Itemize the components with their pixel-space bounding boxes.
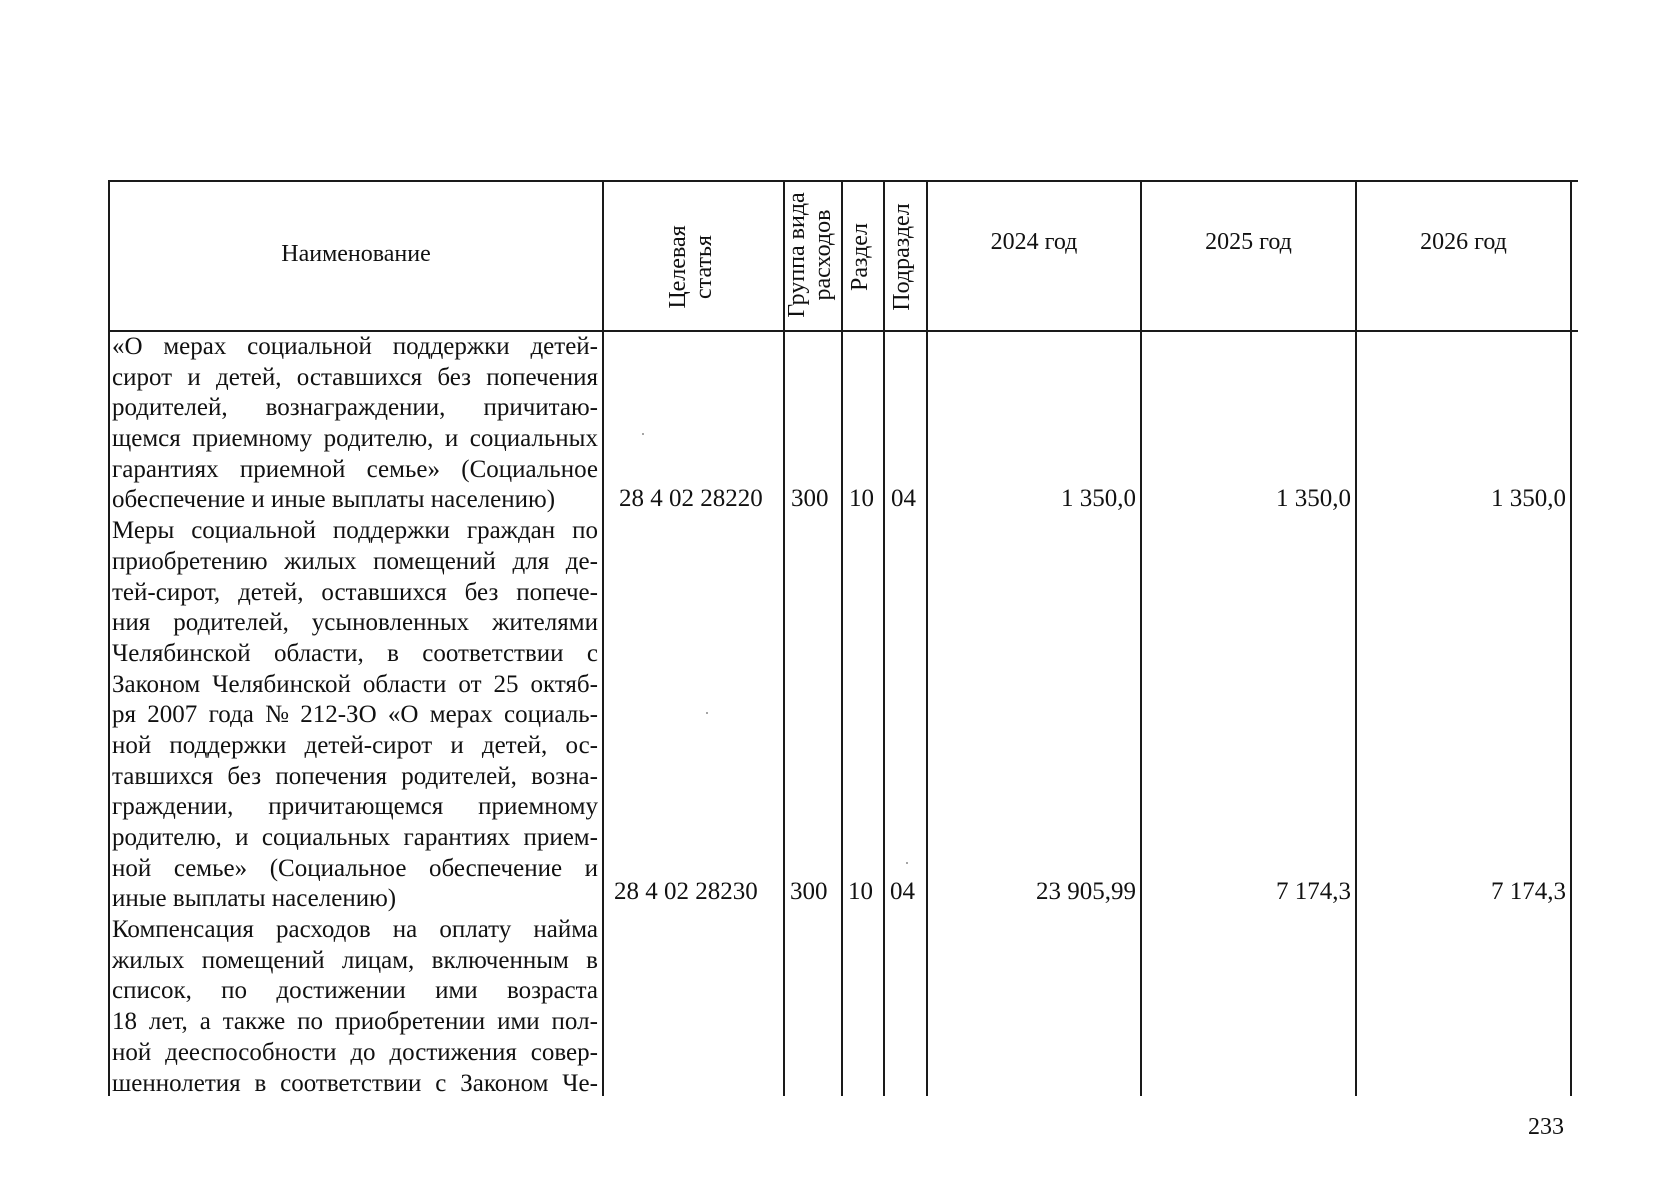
description-line: [112, 547, 598, 578]
description-word: помещений: [373, 547, 496, 575]
description-word: де-: [565, 547, 598, 575]
row2-subsection: 04: [890, 878, 915, 905]
description-line: [112, 363, 598, 394]
description-line: [112, 424, 598, 455]
description-word: соответствии: [280, 1069, 422, 1097]
description-line: [112, 946, 598, 977]
description-word: приобретению: [112, 547, 268, 575]
col-border-name: [602, 180, 604, 1096]
description-line: [112, 516, 598, 547]
description-line: [112, 854, 598, 885]
description-word: приемному: [478, 793, 598, 821]
description-word: Законом: [460, 1069, 549, 1097]
scan-speck: [706, 712, 708, 714]
description-word: социальных: [261, 824, 391, 851]
description-word: социальной: [191, 517, 317, 545]
description-line: [112, 332, 598, 363]
col-border-left: [108, 180, 110, 1096]
description-word: ря: [112, 701, 136, 729]
description-word: лицам,: [341, 946, 415, 974]
row2-section: 10: [848, 878, 873, 905]
description-word: года: [208, 701, 254, 729]
description-word: граждении,: [112, 793, 234, 821]
description-word: мерах: [429, 701, 493, 729]
description-word: лет,: [148, 1008, 188, 1036]
description-word: 18: [112, 1008, 137, 1036]
row2-2025: 7 174,3: [1276, 878, 1351, 905]
col-border-subsection: [926, 180, 928, 1096]
description-word: области,: [273, 639, 364, 667]
description-line: [112, 608, 598, 639]
description-word: социальной: [247, 333, 372, 360]
row2-target: 28 4 02 28230: [614, 878, 758, 905]
description-word: жилых: [284, 547, 357, 575]
description-word: Челябинской: [212, 670, 351, 698]
description-line: [112, 700, 598, 731]
description-word: ими: [435, 977, 478, 1005]
description-word: совер-: [530, 1038, 598, 1066]
description-word: достижения: [389, 1038, 517, 1066]
description-line: [112, 915, 598, 946]
description-line: [112, 1069, 598, 1100]
description-word: с: [435, 1069, 447, 1097]
description-word: детей-: [530, 333, 598, 360]
description-word: ной: [112, 1038, 152, 1066]
row1-2024: 1 350,0: [1061, 485, 1136, 512]
description-word: расходов: [275, 916, 371, 944]
description-word: приемному: [192, 425, 313, 453]
description-word: обеспечение и иные выплаты населению): [112, 486, 556, 514]
description-word: 25: [493, 670, 519, 698]
description-word: Законом: [112, 670, 201, 698]
description-word: граждан: [466, 517, 556, 545]
row1-group: 300: [791, 485, 829, 512]
description-word: оставшихся: [321, 578, 447, 606]
description-line: [112, 455, 598, 486]
description-word: также: [222, 1008, 286, 1036]
description-word: найма: [533, 916, 598, 944]
description-word: на: [392, 916, 418, 944]
description-word: попечения: [275, 762, 388, 790]
description-word: соответствии: [422, 639, 564, 667]
description-line: [112, 823, 598, 854]
header-subsection: Подраздел: [889, 203, 915, 311]
header-2025: 2025 год: [1205, 229, 1292, 255]
description-word: причитаю-: [483, 394, 598, 422]
description-word: вознаграждении,: [265, 394, 446, 422]
row2-group: 300: [790, 878, 828, 905]
description-word: «О: [112, 333, 143, 360]
description-word: ной: [112, 731, 152, 759]
header-2026: 2026 год: [1420, 229, 1507, 255]
description-word: прием-: [523, 824, 598, 851]
description-word: помещений: [201, 946, 325, 974]
description-word: родителей,: [401, 762, 517, 790]
description-word: сирот: [112, 363, 173, 391]
description-line: [112, 762, 598, 793]
description-word: родителей,: [173, 609, 289, 637]
description-word: жилых: [112, 946, 185, 974]
description-word: (Социальное: [269, 854, 407, 882]
description-word: по: [221, 977, 248, 1005]
description-word: и: [584, 854, 598, 882]
description-line: [112, 485, 598, 516]
col-border-right: [1570, 180, 1572, 1096]
description-line: [112, 792, 598, 823]
description-word: №: [265, 701, 289, 729]
description-line: [112, 639, 598, 670]
header-2024: 2024 год: [990, 229, 1078, 255]
description-word: с: [586, 639, 598, 667]
header-section: Раздел: [847, 223, 873, 291]
header-target-article: [665, 192, 721, 342]
description-word: Меры: [112, 517, 175, 545]
header-expense-group-line1: Группа вида: [784, 192, 810, 318]
description-word: и: [187, 363, 201, 391]
description-word: без: [437, 363, 472, 391]
description-word: семье»: [366, 455, 440, 483]
description-word: дееспособности: [165, 1038, 337, 1066]
description-word: пол-: [551, 1008, 598, 1036]
description-line: [112, 731, 598, 762]
description-word: и: [235, 824, 249, 851]
description-word: детей,: [216, 363, 282, 391]
description-word: без: [227, 762, 262, 790]
description-column: [112, 332, 598, 1099]
description-line: [112, 670, 598, 701]
header-target-article-line2: статья: [691, 235, 717, 299]
description-word: до: [350, 1038, 376, 1066]
col-border-group: [841, 180, 843, 1096]
description-word: семье»: [173, 854, 248, 882]
description-word: для: [512, 547, 550, 575]
description-word: попече-: [516, 578, 598, 606]
col-border-2024: [1140, 180, 1142, 1096]
scan-speck: [642, 433, 644, 435]
description-word: оставшихся: [296, 363, 423, 391]
scan-speck: [906, 862, 908, 864]
col-border-2025: [1355, 180, 1357, 1096]
description-word: тавшихся: [112, 762, 214, 790]
description-word: оплату: [439, 916, 512, 944]
row1-section: 10: [849, 485, 874, 512]
description-word: гарантиях: [112, 455, 219, 483]
description-line: [112, 1038, 598, 1069]
description-word: (Социальное: [461, 455, 598, 483]
description-word: в: [586, 946, 598, 974]
row2-2024: 23 905,99: [1036, 878, 1136, 905]
description-word: детей,: [238, 578, 304, 606]
description-word: родителю,: [323, 425, 434, 453]
description-word: приобретении: [334, 1008, 486, 1036]
description-word: включенным: [431, 946, 569, 974]
header-expense-group: [784, 184, 840, 326]
description-word: гарантиях: [403, 824, 511, 851]
description-word: Компенсация: [112, 916, 254, 944]
description-word: социаль-: [504, 701, 598, 729]
description-word: 2007: [147, 701, 198, 729]
row1-2025: 1 350,0: [1276, 485, 1351, 512]
description-word: иные выплаты населению): [112, 885, 397, 913]
description-word: детей-сирот: [304, 731, 433, 759]
description-word: «О: [387, 701, 419, 729]
description-word: список,: [112, 977, 192, 1005]
description-word: от: [458, 670, 482, 698]
description-line: [112, 884, 598, 915]
description-line: [112, 976, 598, 1007]
description-word: ной: [112, 854, 152, 882]
description-word: социальных: [469, 425, 598, 453]
description-word: по: [297, 1008, 324, 1036]
row2-2026: 7 174,3: [1491, 878, 1566, 905]
description-word: родителей,: [112, 394, 228, 422]
description-word: ос-: [565, 731, 598, 759]
page-number: 233: [1528, 1114, 1564, 1140]
description-word: попечения: [486, 363, 598, 391]
description-word: жителями: [492, 609, 598, 637]
header-expense-group-line2: расходов: [810, 209, 836, 301]
description-word: возна-: [531, 762, 598, 790]
table-top-border: [108, 180, 1578, 182]
description-word: и: [444, 425, 459, 453]
description-word: в: [387, 639, 399, 667]
header-target-article-line1: Целевая: [665, 225, 691, 309]
row1-2026: 1 350,0: [1491, 485, 1566, 512]
description-word: в: [254, 1069, 267, 1097]
description-line: [112, 578, 598, 609]
description-word: детей,: [481, 731, 548, 759]
description-word: тей-сирот,: [112, 578, 221, 606]
description-word: и: [450, 731, 464, 759]
description-word: усыновленных: [311, 609, 470, 637]
description-word: поддержки: [169, 731, 287, 759]
description-word: достижении: [276, 977, 406, 1005]
description-word: Че-: [562, 1069, 598, 1097]
col-border-section: [883, 180, 885, 1096]
row1-subsection: 04: [891, 485, 916, 512]
header-name: Наименование: [281, 241, 431, 267]
description-word: причитающемся: [268, 793, 444, 821]
row1-target: 28 4 02 28220: [619, 485, 763, 512]
description-word: поддержки: [332, 517, 450, 545]
description-word: ния: [112, 609, 151, 637]
description-word: поддержки: [392, 333, 510, 360]
description-word: шеннолетия: [112, 1069, 241, 1097]
description-word: а: [199, 1008, 211, 1036]
description-word: возраста: [506, 977, 598, 1005]
description-line: [112, 393, 598, 424]
description-word: без: [464, 578, 499, 606]
description-word: щемся: [112, 425, 181, 453]
description-word: обеспечение: [428, 854, 563, 882]
description-word: Челябинской: [112, 639, 251, 667]
description-word: родителю,: [112, 824, 222, 851]
description-line: [112, 1007, 598, 1038]
description-word: по: [572, 517, 598, 545]
description-word: приемной: [239, 455, 346, 483]
description-word: октяб-: [530, 670, 598, 698]
description-word: области: [362, 670, 447, 698]
description-word: мерах: [163, 333, 227, 360]
description-word: ими: [497, 1008, 540, 1036]
description-word: 212-ЗО: [300, 701, 377, 729]
